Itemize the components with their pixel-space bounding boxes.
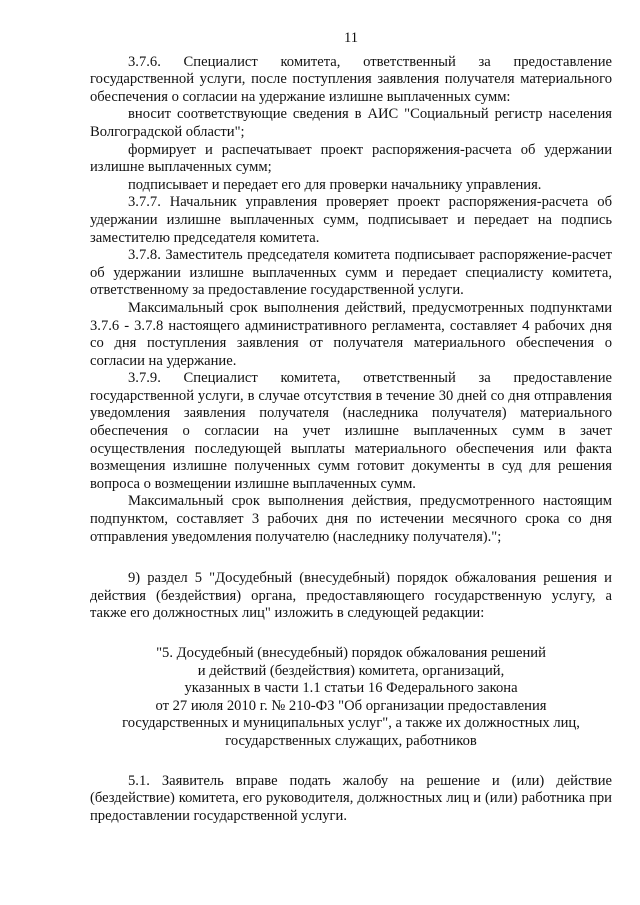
paragraph-3-7-6: 3.7.6. Специалист комитета, ответственный за предоставление государственной услуги, после поступления заявления получателя материального обеспечения о согласии на удержание излишне выплаченных сумм: — [90, 53, 612, 105]
paragraph-item-9: 9) раздел 5 "Досудебный (внесудебный) порядок обжалования решения и действия (бездействия) органа, предоставляющего государственную услугу, а также его должностных лиц" изложить в следующей редакции: — [90, 570, 612, 622]
page-number: 11 — [343, 30, 359, 46]
paragraph-max-term-2: Максимальный срок выполнения действия, предусмотренного настоящим подпунктом, составляет 3 рабочих дня по истечении месячного срока со дня отправления уведомления получателю (наследнику получателя)."; — [90, 493, 612, 545]
paragraph-3-7-7: 3.7.7. Начальник управления проверяет проект распоряжения-расчета об удержании излишне выплаченных сумм, подписывает и передает на подпись заместителю председателя комитета. — [90, 194, 612, 246]
paragraph-3-7-6-item-c: подписывает и передает его для проверки начальнику управления. — [128, 176, 542, 193]
heading-line: от 27 июля 2010 г. № 210-ФЗ "Об организации предоставления — [155, 697, 547, 714]
paragraph-3-7-6-item-a: вносит соответствующие сведения в АИС "Социальный регистр населения Волгоградской области"; — [90, 106, 612, 140]
paragraph-max-term-1: Максимальный срок выполнения действий, предусмотренных подпунктами 3.7.6 - 3.7.8 настоящего административного регламента, составляет 4 рабочих дня со дня поступления заявления от получателя материального обеспечения о согласии на удержание. — [90, 299, 612, 369]
section-5-heading — [90, 645, 612, 751]
paragraph-3-7-6-item-b: формирует и распечатывает проект распоряжения-расчета об удержании излишне выплаченных сумм; — [90, 141, 612, 176]
paragraph-3-7-8: 3.7.8. Заместитель председателя комитета подписывает распоряжение-расчет об удержании излишне выплаченных сумм и передает специалисту комитета, ответственному за предоставление государственной услуги. — [90, 247, 612, 299]
heading-line: государственных и муниципальных услуг", а также их должностных лиц, — [122, 715, 580, 732]
heading-line: "5. Досудебный (внесудебный) порядок обжалования решений — [156, 645, 546, 661]
heading-line: указанных в части 1.1 статьи 16 Федерального закона — [184, 680, 518, 697]
paragraph-5-1: 5.1. Заявитель вправе подать жалобу на решение и (или) действие (бездействие) комитета, его руководителя, должностных лиц и (или) работника при предоставлении государственной услуги. — [90, 772, 612, 824]
heading-line: и действий (бездействия) комитета, организаций, — [197, 662, 505, 679]
heading-line: государственных служащих, работников — [225, 732, 477, 749]
paragraph-3-7-9: 3.7.9. Специалист комитета, ответственный за предоставление государственной услуги, в случае отсутствия в течение 30 дней со дня отправления уведомления заявления получателя (наследника получателя) материального обеспечения о согласии на учет излишне выплаченных сумм в зачет осуществления последующей выплаты материального обеспечения или факта возмещения излишне полученных сумм готовит документы в суд для решения вопроса о возмещении излишне выплаченных сумм. — [90, 370, 612, 492]
